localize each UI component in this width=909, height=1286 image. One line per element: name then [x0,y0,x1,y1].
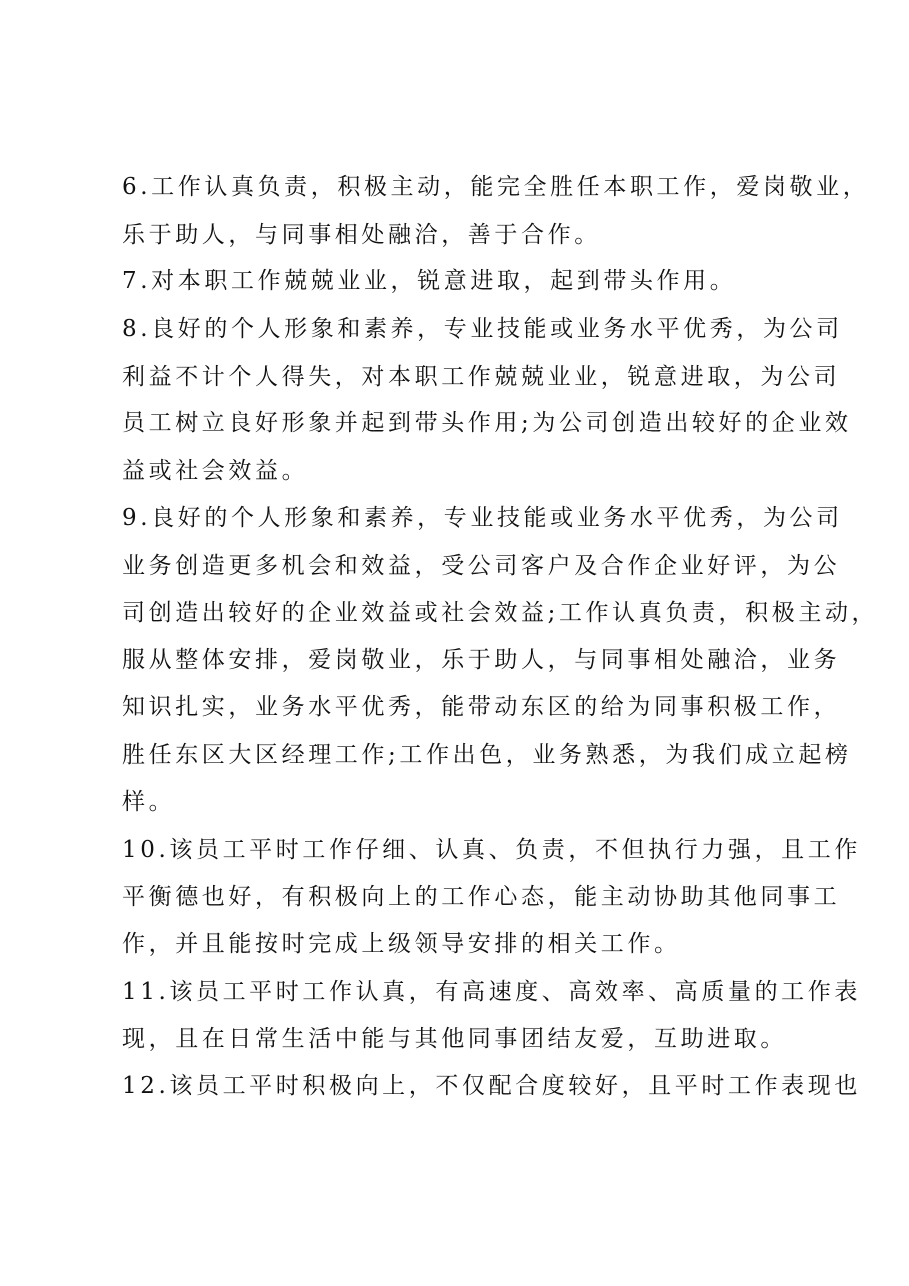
text-line: 胜任东区大区经理工作;工作出色，业务熟悉，为我们成立起榜 [122,742,852,768]
text-line: 员工树立良好形象并起到带头作用;为公司创造出较好的企业效 [122,410,852,436]
text-line: 11.该员工平时工作认真，有高速度、高效率、高质量的工作表 [122,979,861,1005]
text-line: 业务创造更多机会和效益，受公司客户及合作企业好评，为公 [122,553,841,579]
text-line: 司创造出较好的企业效益或社会效益;工作认真负责，积极主动， [122,600,879,626]
text-line: 乐于助人，与同事相处融洽，善于合作。 [122,222,601,248]
text-line: 服从整体安排，爱岗敬业，乐于助人，与同事相处融洽，业务 [122,647,841,673]
text-line: 样。 [122,789,176,815]
text-line: 10.该员工平时工作仔细、认真、负责，不但执行力强，且工作 [122,837,861,863]
text-line: 12.该员工平时积极向上，不仅配合度较好，且平时工作表现也 [122,1073,861,1099]
text-line: 9.良好的个人形象和素养，专业技能或业务水平优秀，为公司 [122,505,843,531]
text-line: 益或社会效益。 [122,458,309,484]
text-line: 作，并且能按时完成上级领导安排的相关工作。 [122,931,681,957]
text-line: 现，且在日常生活中能与其他同事团结友爱，互助进取。 [122,1026,787,1052]
text-line: 8.良好的个人形象和素养，专业技能或业务水平优秀，为公司 [122,316,843,342]
text-line: 利益不计个人得失，对本职工作兢兢业业，锐意进取，为公司 [122,364,841,390]
text-line: 7.对本职工作兢兢业业，锐意进取，起到带头作用。 [122,268,737,294]
text-line: 6.工作认真负责，积极主动，能完全胜任本职工作，爱岗敬业， [122,174,870,200]
text-line: 知识扎实，业务水平优秀，能带动东区的给为同事积极工作， [122,694,841,720]
text-line: 平衡德也好，有积极向上的工作心态，能主动协助其他同事工 [122,884,841,910]
